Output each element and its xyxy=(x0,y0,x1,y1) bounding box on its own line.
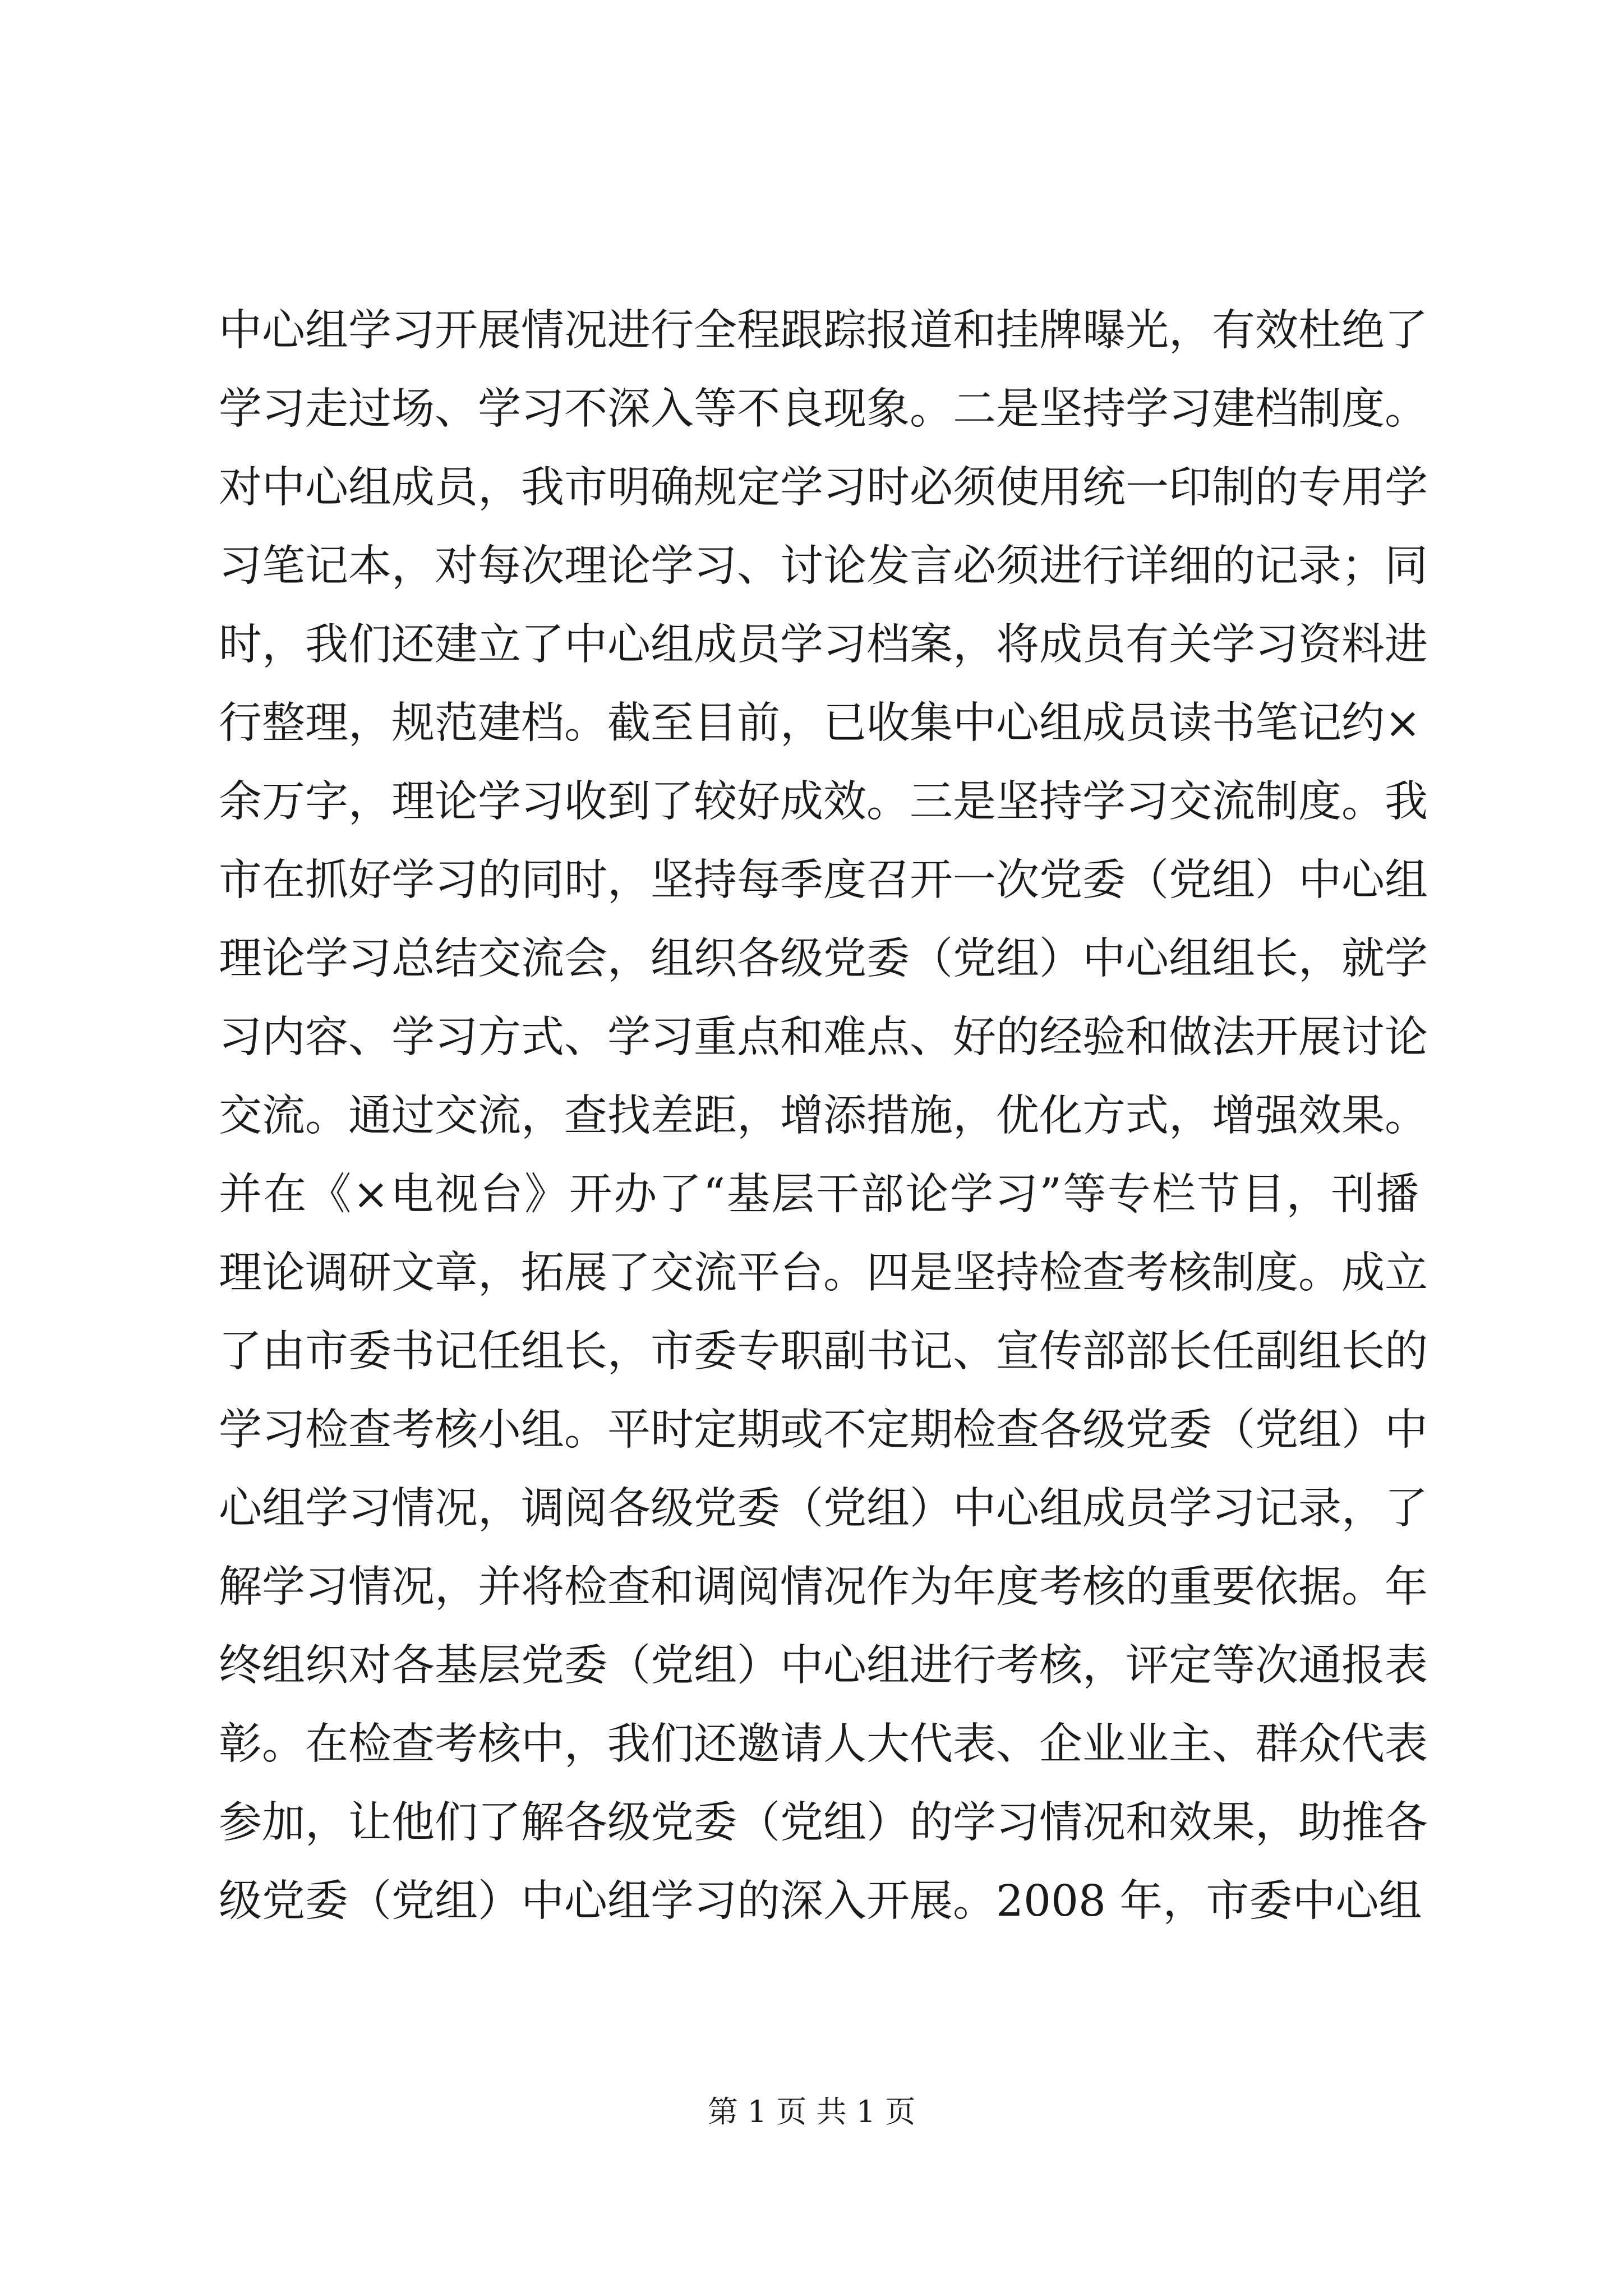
page-footer: 第 1 页 共 1 页 xyxy=(707,2094,916,2129)
text-line: 级党委（党组）中心组学习的深入开展。2008 年，市委中心组 xyxy=(219,1876,1422,1926)
text-line: 行整理，规范建档。截至目前，已收集中心组成员读书笔记约× xyxy=(219,698,1421,748)
text-line: 习笔记本，对每次理论学习、讨论发言必须进行详细的记录；同 xyxy=(219,541,1428,591)
text-line: 市在抓好学习的同时，坚持每季度召开一次党委（党组）中心组 xyxy=(219,855,1428,905)
text-line: 理论调研文章，拓展了交流平台。四是坚持检查考核制度。成立 xyxy=(219,1248,1428,1298)
text-line: 解学习情况，并将检查和调阅情况作为年度考核的重要依据。年 xyxy=(219,1562,1428,1612)
text-line: 学习检查考核小组。平时定期或不定期检查各级党委（党组）中 xyxy=(219,1405,1428,1455)
text-line: 对中心组成员，我市明确规定学习时必须使用统一印制的专用学 xyxy=(219,463,1428,513)
text-line: 余万字，理论学习收到了较好成效。三是坚持学习交流制度。我 xyxy=(219,777,1428,827)
text-line: 参加，让他们了解各级党委（党组）的学习情况和效果，助推各 xyxy=(219,1798,1428,1848)
text-line: 并在《×电视台》开办了“基层干部论学习”等专栏节目，刊播 xyxy=(219,1170,1419,1220)
text-line: 交流。通过交流，查找差距，增添措施，优化方式，增强效果。 xyxy=(219,1091,1428,1141)
text-line: 终组织对各基层党委（党组）中心组进行考核，评定等次通报表 xyxy=(219,1641,1428,1691)
text-line: 心组学习情况，调阅各级党委（党组）中心组成员学习记录，了 xyxy=(219,1484,1428,1534)
text-line: 了由市委书记任组长，市委专职副书记、宣传部部长任副组长的 xyxy=(219,1327,1428,1377)
text-line: 时，我们还建立了中心组成员学习档案，将成员有关学习资料进 xyxy=(219,620,1428,670)
text-line: 彰。在检查考核中，我们还邀请人大代表、企业业主、群众代表 xyxy=(219,1719,1428,1769)
body-text xyxy=(219,292,1428,1941)
text-line: 学习走过场、学习不深入等不良现象。二是坚持学习建档制度。 xyxy=(219,384,1428,434)
text-line: 理论学习总结交流会，组织各级党委（党组）中心组组长，就学 xyxy=(219,934,1428,984)
text-line: 中心组学习开展情况进行全程跟踪报道和挂牌曝光，有效杜绝了 xyxy=(219,306,1428,356)
text-line: 习内容、学习方式、学习重点和难点、好的经验和做法开展讨论 xyxy=(219,1013,1428,1062)
